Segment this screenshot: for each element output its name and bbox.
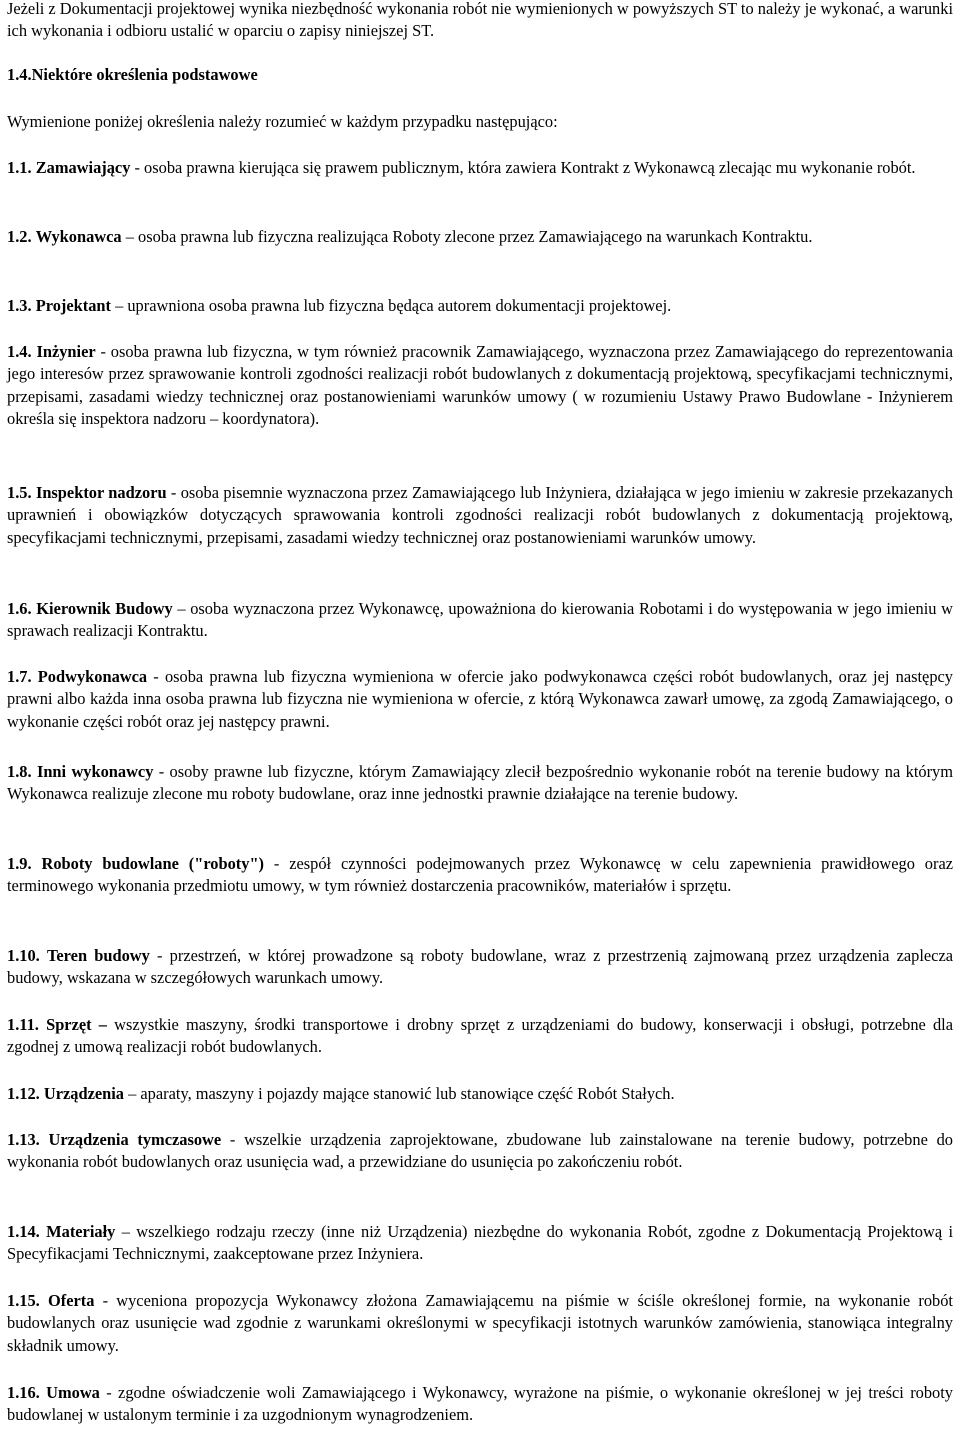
definition-term: Roboty budowlane ("roboty")	[41, 854, 265, 873]
definition-number: 1.12.	[7, 1084, 40, 1103]
definition-1-3	[7, 295, 953, 317]
definition-1-16	[7, 1382, 953, 1427]
definition-number: 1.11.	[7, 1015, 39, 1034]
definition-number: 1.16.	[7, 1383, 40, 1402]
definition-1-1	[7, 157, 953, 179]
section-heading	[7, 64, 953, 86]
intro-text: Jeżeli z Dokumentacji projektowej wynika niezbędność wykonania robót nie wymienionych w powyższych ST to należy je wykonać, a warunki ich wykonania i odbioru ustalić w oparciu o zapisy niniejszej ST.	[7, 0, 953, 41]
definition-term: Sprzęt –	[46, 1015, 107, 1034]
definition-text: - osoba prawna lub fizyczna, w tym również pracownik Zamawiającego, wyznaczona przez Zamawiającego do reprezentowania jego interesów przez sprawowanie kontroli zgodności realizacji robót budowlanych z dokumentacją projektową, specyfikacjami technicznymi, przepisami, zasadami wiedzy technicznej oraz postanowieniami warunków umowy ( w rozumieniu Ustawy Prawo Budowlane - Inżynierem określa się inspektora nadzoru – koordynatora).	[7, 342, 953, 429]
section-title: Niektóre określenia podstawowe	[31, 65, 258, 84]
definition-number: 1.14.	[7, 1222, 40, 1241]
definition-number: 1.10.	[7, 946, 40, 965]
definition-1-4	[7, 341, 953, 431]
definition-number: 1.9.	[7, 854, 32, 873]
definition-text: – osoba wyznaczona przez Wykonawcę, upoważniona do kierowania Robotami i do występowania w jego imieniu w sprawach realizacji Kontraktu.	[7, 599, 953, 641]
definition-1-5	[7, 482, 953, 549]
definition-text: - zgodne oświadczenie woli Zamawiającego i Wykonawcy, wyrażone na piśmie, o wykonanie określonej w jej treści roboty budowlanej w ustalonym terminie i za uzgodnionym wynagrodzeniem.	[7, 1383, 953, 1425]
definition-text: - zespół czynności podejmowanych przez Wykonawcę w celu zapewnienia prawidłowego oraz terminowego wykonania przedmiotu umowy, w tym również dostarczenia pracowników, materiałów i sprzętu.	[7, 854, 953, 896]
definition-text: - wszelkie urządzenia zaprojektowane, zbudowane lub zainstalowane na terenie budowy, potrzebne do wykonania robót budowlanych oraz usunięcia wad, a przewidziane do usunięcia po zakończeniu robót.	[7, 1130, 953, 1172]
definition-number: 1.13.	[7, 1130, 40, 1149]
definition-term: Inni wykonawcy	[36, 762, 154, 781]
definition-term: Materiały	[46, 1222, 116, 1241]
definition-1-8	[7, 761, 953, 806]
definition-number: 1.8.	[7, 762, 32, 781]
definition-term: Projektant	[35, 296, 111, 315]
definition-1-9	[7, 853, 953, 898]
definition-text: – wszelkiego rodzaju rzeczy (inne niż Urządzenia) niezbędne do wykonania Robót, zgodne z Dokumentacją Projektową i Specyfikacjami Technicznymi, zaakceptowane przez Inżyniera.	[7, 1222, 954, 1264]
definition-term: Podwykonawca	[37, 667, 148, 686]
section-lead-text: Wymienione poniżej określenia należy rozumieć w każdym przypadku następująco:	[7, 112, 558, 131]
definition-text: – osoba prawna lub fizyczna realizująca Roboty zlecone przez Zamawiającego na warunkach Kontraktu.	[121, 227, 813, 246]
definition-text: - osoba prawna kierująca się prawem publicznym, która zawiera Kontrakt z Wykonawcą zlecając mu wykonanie robót.	[130, 158, 916, 177]
definition-term: Oferta	[47, 1291, 95, 1310]
definition-text: – aparaty, maszyny i pojazdy mające stanowić lub stanowiące część Robót Stałych.	[124, 1084, 675, 1103]
definition-term: Urządzenia tymczasowe	[48, 1130, 222, 1149]
definition-text: wszystkie maszyny, środki transportowe i drobny sprzęt z urządzeniami do budowy, konserwacji i obsługi, potrzebne dla zgodnej z umową realizacji robót budowlanych.	[7, 1015, 953, 1057]
definition-1-10	[7, 945, 953, 990]
definition-text: – uprawniona osoba prawna lub fizyczna będąca autorem dokumentacji projektowej.	[110, 296, 672, 315]
definition-text: - wyceniona propozycja Wykonawcy złożona Zamawiającemu na piśmie w ściśle określonej formie, na wykonanie robót budowlanych oraz usunięcie wad zgodnie z warunkami określonymi w specyfikacji istotnych warunków zamówienia, stanowiąca integralny składnik umowy.	[7, 1291, 953, 1355]
definition-1-2	[7, 226, 953, 248]
definition-text: - osoba prawna lub fizyczna wymieniona w ofercie jako podwykonawca części robót budowlanych, oraz jej następcy prawni albo każda inna osoba prawna lub fizyczna nie wymieniona w ofercie, z którą Wykonawca zawarł umowę, za zgodą Zamawiającego, o wykonanie części robót oraz jej następcy prawni.	[7, 667, 953, 731]
definition-number: 1.5.	[7, 483, 32, 502]
definition-number: 1.6.	[7, 599, 32, 618]
section-number: 1.4.	[7, 65, 32, 84]
definition-number: 1.15.	[7, 1291, 40, 1310]
definition-number: 1.7.	[7, 667, 32, 686]
definition-text: - przestrzeń, w której prowadzone są roboty budowlane, wraz z przestrzenią zajmowaną przez urządzenia zaplecza budowy, wskazana w szczegółowych warunkach umowy.	[7, 946, 953, 988]
definition-text: - osoby prawne lub fizyczne, którym Zamawiający zlecił bezpośrednio wykonanie robót na terenie budowy na którym Wykonawca realizuje zlecone mu roboty budowlane, oraz inne jednostki prawnie działające na terenie budowy.	[7, 762, 953, 804]
definition-1-11	[7, 1014, 953, 1059]
definition-term: Teren budowy	[46, 946, 150, 965]
definition-1-13	[7, 1129, 953, 1174]
definition-term: Urządzenia	[43, 1084, 125, 1103]
definition-number: 1.1.	[7, 158, 32, 177]
definition-1-14	[7, 1221, 953, 1266]
intro-paragraph	[7, 0, 953, 43]
definition-term: Inspektor nadzoru	[35, 483, 167, 502]
definition-term: Umowa	[46, 1383, 100, 1402]
definition-1-12	[7, 1083, 953, 1105]
definition-number: 1.4.	[7, 342, 32, 361]
definition-number: 1.2.	[7, 227, 32, 246]
definition-1-15	[7, 1290, 953, 1357]
definition-term: Kierownik Budowy	[36, 599, 173, 618]
definition-number: 1.3.	[7, 296, 32, 315]
definition-term: Inżynier	[36, 342, 96, 361]
definition-term: Zamawiający	[35, 158, 131, 177]
definition-1-6	[7, 598, 953, 643]
definition-term: Wykonawca	[35, 227, 122, 246]
definition-1-7	[7, 666, 953, 733]
section-lead	[7, 111, 953, 133]
definition-text: - osoba pisemnie wyznaczona przez Zamawiającego lub Inżyniera, działająca w jego imieniu w zakresie przekazanych uprawnień i obowiązków dotyczących sprawowania kontroli zgodności realizacji robót budowlanych z dokumentacją projektową, specyfikacjami technicznymi, przepisami, zasadami wiedzy technicznej oraz postanowieniami warunków umowy.	[7, 483, 953, 547]
